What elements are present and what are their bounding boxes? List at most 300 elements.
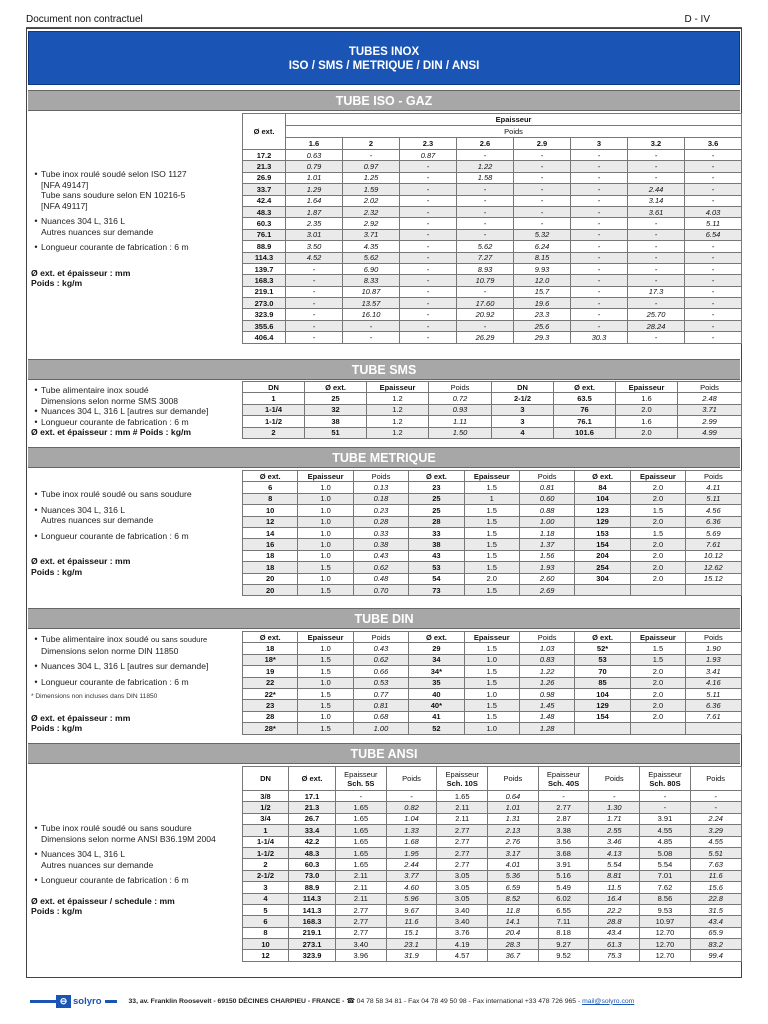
- column-header-ext: Ø ext.: [289, 767, 336, 791]
- footer-email-link[interactable]: mail@solyro.com: [582, 997, 635, 1005]
- table-cell: 1.28: [519, 723, 574, 734]
- table-cell: 41: [409, 711, 464, 722]
- table-cell: 1/2: [243, 802, 289, 813]
- table-row: [243, 275, 742, 286]
- table-cell: 3.05: [437, 893, 488, 904]
- table-cell: 0.72: [429, 393, 492, 404]
- table-cell: 1.25: [343, 172, 400, 183]
- table-cell: 75.3: [589, 950, 640, 961]
- table-cell: 11.5: [589, 882, 640, 893]
- table-cell: 1.0: [298, 643, 353, 654]
- table-cell: -: [571, 320, 628, 331]
- table-cell: 5.49: [538, 882, 589, 893]
- column-header: 3.2: [628, 138, 685, 150]
- table-cell: -: [571, 229, 628, 240]
- table-cell: 3.91: [538, 859, 589, 870]
- table-cell: 1.5: [464, 539, 519, 550]
- table-cell: 1.33: [386, 825, 437, 836]
- table-cell: 33: [409, 527, 464, 538]
- section-iso-title: TUBE ISO - GAZ: [28, 90, 740, 111]
- table-cell: -: [571, 195, 628, 206]
- table-cell: 1.0: [298, 677, 353, 688]
- table-cell: -: [685, 150, 742, 161]
- table-cell: 1: [243, 825, 289, 836]
- table-cell: -: [640, 802, 691, 813]
- table-cell: 6: [243, 916, 289, 927]
- table-cell: 40*: [409, 700, 464, 711]
- table-cell: -: [400, 195, 457, 206]
- table-cell: 43: [409, 550, 464, 561]
- table-cell: -: [286, 263, 343, 274]
- table-cell: 5.36: [488, 870, 539, 881]
- table-cell: 1.0: [298, 539, 353, 550]
- table-row: [243, 263, 742, 274]
- table-cell: 0.77: [353, 688, 408, 699]
- logo-mark-icon: ⊖: [56, 995, 71, 1008]
- table-cell: 23: [409, 482, 464, 493]
- table-row: [243, 677, 742, 688]
- table-cell: 2.0: [630, 482, 685, 493]
- table-cell: -: [628, 332, 685, 343]
- column-header: 2.9: [514, 138, 571, 150]
- table-cell: 1.5: [464, 482, 519, 493]
- table-cell: 8.33: [343, 275, 400, 286]
- table-cell: 8.93: [457, 263, 514, 274]
- table-cell: -: [628, 263, 685, 274]
- table-row: [243, 309, 742, 320]
- table-cell: 0.62: [353, 654, 408, 665]
- table-cell: -: [400, 241, 457, 252]
- table-cell: [575, 584, 630, 595]
- table-cell: 6.59: [488, 882, 539, 893]
- table-cell: 1.0: [298, 527, 353, 538]
- table-cell: 1.5: [298, 688, 353, 699]
- table-cell: 1.5: [464, 562, 519, 573]
- table-cell: 1.0: [464, 688, 519, 699]
- column-header: Ø ext.: [575, 632, 630, 643]
- table-cell: 2.0: [630, 711, 685, 722]
- table-cell: 6: [243, 482, 298, 493]
- table-cell: -: [286, 275, 343, 286]
- table-header-row: [243, 382, 742, 393]
- table-cell: -: [685, 241, 742, 252]
- table-cell: 1.6: [616, 393, 678, 404]
- table-cell: 6.90: [343, 263, 400, 274]
- table-cell: 33.4: [289, 825, 336, 836]
- table-cell: -: [571, 206, 628, 217]
- table-row: [243, 950, 742, 961]
- table-cell: 7.01: [640, 870, 691, 881]
- table-cell: 1.29: [286, 184, 343, 195]
- column-header-epaisseur: Epaisseur: [344, 769, 378, 779]
- table-cell: -: [400, 229, 457, 240]
- table-cell: [686, 723, 741, 734]
- table-row: [243, 516, 742, 527]
- metrique-description: • Tube inox roulé soudé ou sans soudure • Nuances 304 L, 316 L Autres nuances sur demande • Longueur courante de fabrication : 6 m Ø ext. et épaisseur : mm Poids : kg/m: [31, 489, 192, 577]
- table-cell: 3.91: [640, 813, 691, 824]
- table-cell: 8.56: [640, 893, 691, 904]
- table-cell: 0.13: [353, 482, 408, 493]
- table-header-row: [243, 138, 742, 150]
- table-cell: 1.64: [286, 195, 343, 206]
- table-cell: -: [400, 298, 457, 309]
- table-cell: 1.5: [464, 666, 519, 677]
- table-cell: 1.26: [519, 677, 574, 688]
- table-header-row: [243, 632, 742, 643]
- table-cell: 15.7: [514, 286, 571, 297]
- table-cell: 13.57: [343, 298, 400, 309]
- column-header-epaisseur: Epaisseur: [286, 114, 742, 126]
- table-cell: 16.10: [343, 309, 400, 320]
- table-cell: 21.3: [243, 161, 286, 172]
- table-row: [243, 184, 742, 195]
- table-cell: 20: [243, 584, 298, 595]
- column-header: Epaisseur: [298, 632, 353, 643]
- table-cell: 273.1: [289, 939, 336, 950]
- table-cell: [575, 723, 630, 734]
- column-header-ext: Ø ext.: [243, 114, 286, 150]
- table-cell: 25.6: [514, 320, 571, 331]
- table-cell: 1.93: [686, 654, 741, 665]
- table-cell: 2.13: [488, 825, 539, 836]
- table-cell: 1.00: [519, 516, 574, 527]
- table-cell: 0.97: [343, 161, 400, 172]
- table-cell: 1.5: [630, 654, 685, 665]
- table-cell: 2.60: [519, 573, 574, 584]
- table-cell: 123: [575, 505, 630, 516]
- table-cell: 4.85: [640, 836, 691, 847]
- column-header: 2.6: [457, 138, 514, 150]
- column-header: Ø ext.: [409, 632, 464, 643]
- table-cell: 5.54: [640, 859, 691, 870]
- table-cell: 0.63: [286, 150, 343, 161]
- table-cell: 3.71: [343, 229, 400, 240]
- table-cell: 5.32: [514, 229, 571, 240]
- table-cell: -: [514, 195, 571, 206]
- table-cell: 31.5: [690, 904, 741, 915]
- table-cell: -: [589, 791, 640, 802]
- table-cell: 28.24: [628, 320, 685, 331]
- table-cell: 2.55: [589, 825, 640, 836]
- table-cell: 1.11: [429, 416, 492, 427]
- table-row: [243, 859, 742, 870]
- table-cell: -: [400, 218, 457, 229]
- table-row: [243, 206, 742, 217]
- table-cell: 0.87: [400, 150, 457, 161]
- table-row: [243, 904, 742, 915]
- table-cell: 104: [575, 493, 630, 504]
- table-row: [243, 939, 742, 950]
- table-cell: 0.88: [519, 505, 574, 516]
- table-cell: 1: [464, 493, 519, 504]
- table-cell: 219.1: [289, 927, 336, 938]
- table-cell: 4.52: [286, 252, 343, 263]
- table-cell: 2.44: [386, 859, 437, 870]
- table-cell: 2.02: [343, 195, 400, 206]
- table-cell: -: [343, 332, 400, 343]
- table-cell: -: [400, 275, 457, 286]
- table-cell: -: [400, 320, 457, 331]
- table-cell: 52*: [575, 643, 630, 654]
- table-cell: -: [628, 298, 685, 309]
- column-header: 3.6: [685, 138, 742, 150]
- table-row: [243, 150, 742, 161]
- table-cell: 2.0: [630, 516, 685, 527]
- table-cell: 129: [575, 516, 630, 527]
- table-row: [243, 298, 742, 309]
- table-cell: -: [400, 206, 457, 217]
- table-row: [243, 893, 742, 904]
- column-header: Epaisseur: [616, 382, 678, 393]
- column-header: Poids: [686, 471, 741, 482]
- table-cell: 104: [575, 688, 630, 699]
- table-cell: 3.46: [589, 836, 640, 847]
- table-cell: -: [457, 150, 514, 161]
- table-cell: 29.3: [514, 332, 571, 343]
- table-cell: 14.1: [488, 916, 539, 927]
- table-cell: 23.1: [386, 939, 437, 950]
- table-cell: 3.41: [686, 666, 741, 677]
- table-cell: 61.3: [589, 939, 640, 950]
- table-cell: -: [286, 332, 343, 343]
- table-cell: 25.70: [628, 309, 685, 320]
- table-cell: 4: [492, 427, 554, 438]
- table-cell: 17.3: [628, 286, 685, 297]
- column-header: 3: [571, 138, 628, 150]
- table-cell: 18: [243, 562, 298, 573]
- column-header-poids: Poids: [286, 126, 742, 138]
- table-cell: 2.77: [336, 927, 387, 938]
- table-cell: -: [571, 252, 628, 263]
- table-cell: 42.2: [289, 836, 336, 847]
- table-cell: 6.55: [538, 904, 589, 915]
- table-cell: -: [628, 150, 685, 161]
- table-cell: 2.0: [630, 573, 685, 584]
- column-header-schedule: [437, 767, 488, 791]
- table-cell: 304: [575, 573, 630, 584]
- table-cell: 2: [243, 859, 289, 870]
- table-cell: -: [400, 286, 457, 297]
- table-cell: 3.05: [437, 870, 488, 881]
- table-cell: [630, 723, 685, 734]
- table-cell: 1.5: [464, 550, 519, 561]
- banner-subtitle: ISO / SMS / METRIQUE / DIN / ANSI: [288, 60, 480, 72]
- table-cell: 3.68: [538, 847, 589, 858]
- table-cell: 323.9: [289, 950, 336, 961]
- table-cell: 18*: [243, 654, 298, 665]
- table-cell: 2.0: [630, 688, 685, 699]
- table-cell: 25: [409, 505, 464, 516]
- table-cell: 40: [409, 688, 464, 699]
- table-cell: 1.50: [429, 427, 492, 438]
- column-header-schedule-label: Sch. 80S: [649, 778, 681, 788]
- column-header: Poids: [429, 382, 492, 393]
- table-cell: -: [685, 195, 742, 206]
- table-cell: 1.90: [686, 643, 741, 654]
- column-header-poids: Poids: [386, 767, 437, 791]
- table-cell: -: [457, 229, 514, 240]
- table-row: [243, 584, 742, 595]
- table-cell: 2: [243, 427, 305, 438]
- table-cell: 23: [243, 700, 298, 711]
- table-cell: 1-1/4: [243, 404, 305, 415]
- table-cell: 3.40: [336, 939, 387, 950]
- table-cell: 22: [243, 677, 298, 688]
- column-header: Poids: [353, 632, 408, 643]
- table-cell: 10.87: [343, 286, 400, 297]
- title-banner: [28, 31, 740, 85]
- table-cell: 3/4: [243, 813, 289, 824]
- table-cell: 17.1: [289, 791, 336, 802]
- table-cell: 5.96: [386, 893, 437, 904]
- table-cell: -: [628, 275, 685, 286]
- table-cell: 2.0: [616, 404, 678, 415]
- table-cell: 2.77: [336, 916, 387, 927]
- column-header: Ø ext.: [305, 382, 367, 393]
- table-cell: 3: [492, 416, 554, 427]
- table-cell: 12.70: [640, 939, 691, 950]
- table-cell: 5.62: [457, 241, 514, 252]
- table-cell: 2.0: [616, 427, 678, 438]
- column-header: Epaisseur: [630, 471, 685, 482]
- table-cell: 3.56: [538, 836, 589, 847]
- table-row: [243, 482, 742, 493]
- table-cell: 15.12: [686, 573, 741, 584]
- table-cell: 0.38: [353, 539, 408, 550]
- table-cell: 14: [243, 527, 298, 538]
- table-row: [243, 493, 742, 504]
- table-cell: -: [400, 172, 457, 183]
- table-cell: 4.99: [678, 427, 742, 438]
- column-header: Epaisseur: [464, 632, 519, 643]
- table-cell: 15.6: [690, 882, 741, 893]
- table-cell: 4: [243, 893, 289, 904]
- table-cell: 43.4: [589, 927, 640, 938]
- table-row: [243, 332, 742, 343]
- table-row: [243, 172, 742, 183]
- table-cell: 65.9: [690, 927, 741, 938]
- table-cell: 34*: [409, 666, 464, 677]
- table-cell: 2.32: [343, 206, 400, 217]
- page-footer: [26, 990, 742, 1012]
- table-cell: 2.0: [464, 573, 519, 584]
- table-cell: -: [514, 184, 571, 195]
- table-cell: 3: [492, 404, 554, 415]
- table-row: [243, 573, 742, 584]
- table-cell: 32: [305, 404, 367, 415]
- table-cell: 1.48: [519, 711, 574, 722]
- table-cell: -: [628, 172, 685, 183]
- table-cell: 1-1/2: [243, 847, 289, 858]
- table-header-row: [243, 471, 742, 482]
- table-cell: -: [514, 218, 571, 229]
- table-cell: 5.11: [686, 493, 741, 504]
- table-cell: -: [386, 791, 437, 802]
- table-cell: 3.40: [437, 916, 488, 927]
- table-cell: 53: [575, 654, 630, 665]
- table-row: [243, 723, 742, 734]
- table-cell: -: [685, 172, 742, 183]
- table-cell: -: [400, 263, 457, 274]
- table-cell: 1.01: [286, 172, 343, 183]
- table-cell: 3.17: [488, 847, 539, 858]
- table-cell: 18: [243, 550, 298, 561]
- column-header-schedule-label: Sch. 10S: [446, 778, 478, 788]
- page-header: [26, 14, 742, 28]
- table-cell: 0.28: [353, 516, 408, 527]
- table-cell: 52: [409, 723, 464, 734]
- table-cell: 1.5: [464, 711, 519, 722]
- table-cell: 2.44: [628, 184, 685, 195]
- table-cell: 0.43: [353, 550, 408, 561]
- table-cell: 9.27: [538, 939, 589, 950]
- table-cell: 3/8: [243, 791, 289, 802]
- column-header: Poids: [678, 382, 742, 393]
- table-cell: 7.63: [690, 859, 741, 870]
- table-cell: 2.77: [437, 859, 488, 870]
- table-cell: 4.11: [686, 482, 741, 493]
- table-cell: 31.9: [386, 950, 437, 961]
- table-cell: 1.5: [298, 562, 353, 573]
- table-cell: 1.5: [464, 584, 519, 595]
- table-cell: 2-1/2: [492, 393, 554, 404]
- table-cell: 35: [409, 677, 464, 688]
- table-cell: 1.68: [386, 836, 437, 847]
- iso-table: [242, 113, 742, 344]
- table-cell: -: [685, 332, 742, 343]
- table-cell: 36.7: [488, 950, 539, 961]
- ansi-description: • Tube inox roulé soudé ou sans soudure Dimensions selon norme ANSI B36.19M 2004 • Nuances 304 L, 316 L Autres nuances sur demande • Longueur courante de fabrication : 6 m Ø ext. et épaisseur / schedule : mm Poids : kg/m: [31, 823, 216, 916]
- table-cell: 1.65: [336, 825, 387, 836]
- table-cell: 2.0: [630, 666, 685, 677]
- table-cell: 1.5: [464, 700, 519, 711]
- table-cell: 355.6: [243, 320, 286, 331]
- table-cell: 84: [575, 482, 630, 493]
- column-header: 2.3: [400, 138, 457, 150]
- table-cell: 7.11: [538, 916, 589, 927]
- table-cell: 1.0: [298, 711, 353, 722]
- table-cell: -: [571, 298, 628, 309]
- table-row: [243, 847, 742, 858]
- table-cell: -: [690, 791, 741, 802]
- table-row: [243, 229, 742, 240]
- table-cell: 4.03: [685, 206, 742, 217]
- table-cell: 5.51: [690, 847, 741, 858]
- table-row: [243, 688, 742, 699]
- table-cell: 26.7: [289, 813, 336, 824]
- column-header: 2: [343, 138, 400, 150]
- table-cell: -: [571, 172, 628, 183]
- table-cell: 0.82: [386, 802, 437, 813]
- table-cell: 3.50: [286, 241, 343, 252]
- table-cell: -: [400, 252, 457, 263]
- table-cell: 5.69: [686, 527, 741, 538]
- table-row: [243, 791, 742, 802]
- column-header-schedule: [640, 767, 691, 791]
- table-cell: -: [343, 150, 400, 161]
- table-cell: 12.70: [640, 950, 691, 961]
- table-cell: 2.77: [538, 802, 589, 813]
- table-cell: -: [457, 206, 514, 217]
- table-cell: 0.64: [488, 791, 539, 802]
- table-cell: 20.4: [488, 927, 539, 938]
- table-row: [243, 241, 742, 252]
- table-cell: 76.1: [554, 416, 616, 427]
- column-header: Epaisseur: [630, 632, 685, 643]
- column-header: Poids: [519, 471, 574, 482]
- ansi-table: [242, 766, 742, 962]
- table-row: [243, 218, 742, 229]
